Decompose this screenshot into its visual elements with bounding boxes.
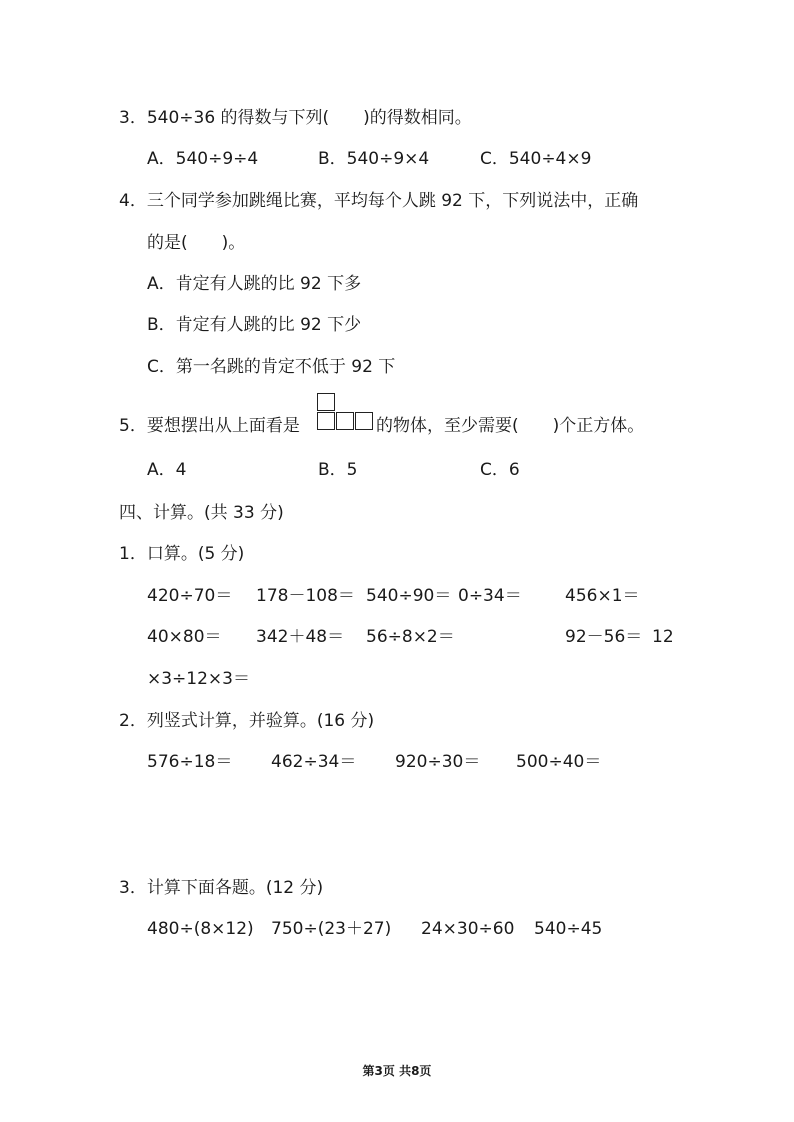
- part1-title: 1．口算。(5 分): [119, 544, 245, 564]
- oral-item: 40×80＝: [147, 627, 222, 647]
- part3-title: 3．计算下面各题。(12 分): [119, 878, 324, 898]
- oral-item: 0÷34＝: [458, 586, 522, 606]
- oral-item: 420÷70＝: [147, 586, 233, 606]
- q5-stem-after: 的物体，至少需要( )个正方体。: [376, 416, 645, 436]
- expression-item: 750÷(23＋27): [271, 919, 392, 939]
- cube-top: [317, 393, 335, 411]
- part3-items: [147, 918, 707, 940]
- oral-item: 178－108＝: [256, 586, 355, 606]
- part2-title: 2．列竖式计算，并验算。(16 分): [119, 711, 375, 731]
- vertical-calc-item: 576÷18＝: [147, 752, 233, 772]
- q3-stem: 3．540÷36 的得数与下列( )的得数相同。: [119, 108, 472, 128]
- q4-stem-line2: 的是( )。: [147, 233, 246, 253]
- q3-options: [147, 148, 747, 170]
- q4-option-c: C．第一名跳的肯定不低于 92 下: [147, 357, 396, 377]
- cube-bottom-3: [355, 412, 373, 430]
- part1-row2: [147, 626, 707, 648]
- oral-item: 56÷8×2＝: [366, 627, 455, 647]
- q4-option-a: A．肯定有人跳的比 92 下多: [147, 274, 362, 294]
- oral-item: 92－56＝: [565, 627, 643, 647]
- top-view-cubes-figure: [317, 393, 375, 433]
- part1-row1: [147, 585, 707, 607]
- page-number: 第3页 共8页: [362, 1064, 432, 1078]
- q3-option-a: A．540÷9÷4: [147, 149, 259, 169]
- oral-item: 342＋48＝: [256, 627, 345, 647]
- q3-option-b: B．540÷9×4: [318, 149, 430, 169]
- expression-item: 24×30÷60: [421, 919, 515, 939]
- cube-bottom-1: [317, 412, 335, 430]
- oral-item: 456×1＝: [565, 586, 640, 606]
- q4-stem-line1: 4．三个同学参加跳绳比赛，平均每个人跳 92 下，下列说法中，正确: [119, 191, 639, 211]
- q5-option-c: C．6: [480, 460, 520, 480]
- section4-title: 四、计算。(共 33 分): [119, 503, 284, 523]
- q5-option-b: B．5: [318, 460, 358, 480]
- q3-option-c: C．540÷4×9: [480, 149, 592, 169]
- cube-bottom-2: [336, 412, 354, 430]
- vertical-calc-item: 920÷30＝: [395, 752, 481, 772]
- expression-item: 540÷45: [534, 919, 603, 939]
- q5-options: [147, 459, 747, 481]
- part2-items: [147, 751, 707, 773]
- q5-stem-before: 5．要想摆出从上面看是: [119, 416, 300, 436]
- oral-item: 540÷90＝: [366, 586, 452, 606]
- q5-option-a: A．4: [147, 460, 187, 480]
- q4-option-b: B．肯定有人跳的比 92 下少: [147, 315, 362, 335]
- vertical-calc-item: 462÷34＝: [271, 752, 357, 772]
- oral-item-wrap: 12: [652, 627, 674, 647]
- part1-row3: ×3÷12×3＝: [147, 669, 250, 689]
- expression-item: 480÷(8×12): [147, 919, 254, 939]
- vertical-calc-item: 500÷40＝: [516, 752, 602, 772]
